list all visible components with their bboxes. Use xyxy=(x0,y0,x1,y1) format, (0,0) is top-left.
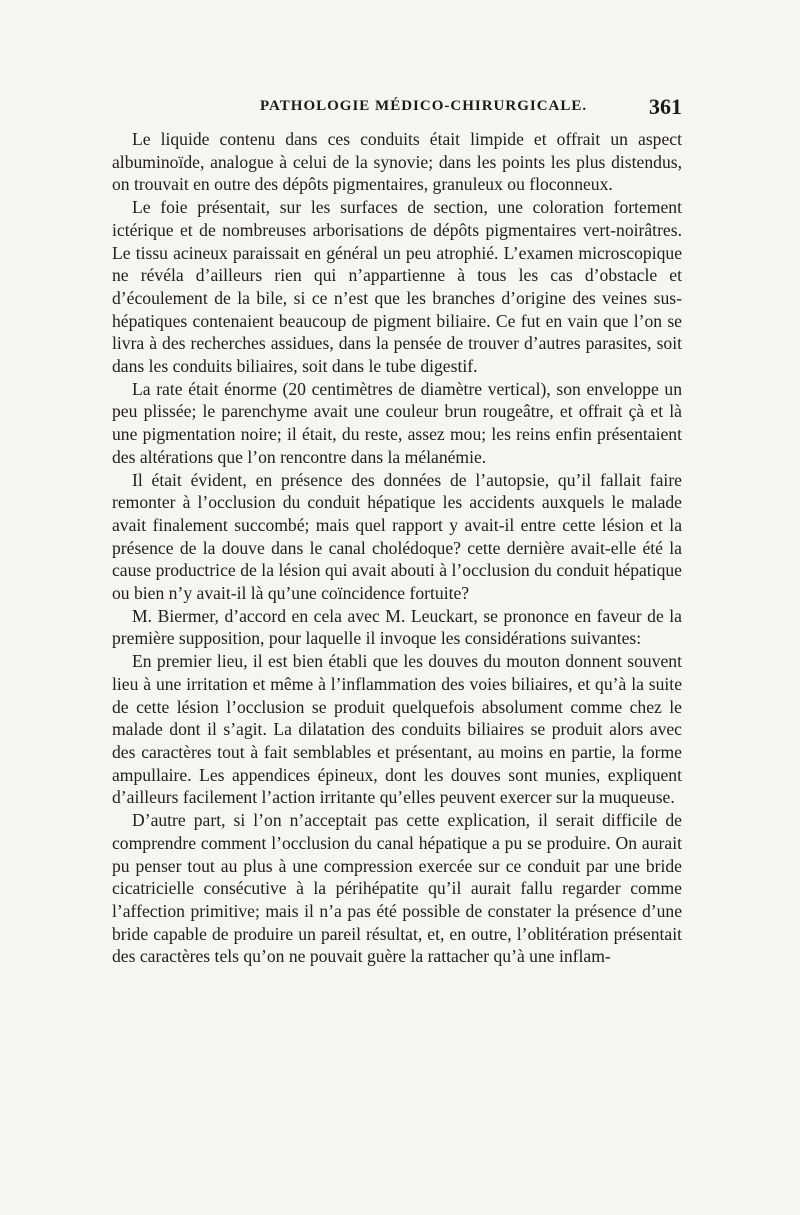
body-text xyxy=(112,128,682,968)
page-number: 361 xyxy=(649,94,682,119)
paragraph: M. Biermer, d’accord en cela avec M. Leuckart, se prononce en faveur de la première supposition, pour laquelle il invoque les considérations suivantes: xyxy=(112,605,682,649)
paragraph: Il était évident, en présence des données de l’autopsie, qu’il fallait faire remonter à l’occlusion du conduit hépatique les accidents auxquels le malade avait finalement succombé; mais quel rapport y avait-il entre cette lésion et la présence de la douve dans le canal cholédoque? cette dernière avait-elle été la cause productrice de la lésion qui avait abouti à l’occlusion du conduit hépatique ou bien n’y avait-il là qu’une coïncidence fortuite? xyxy=(112,469,682,604)
paragraph: En premier lieu, il est bien établi que les douves du mouton donnent souvent lieu à une irritation et même à l’inflammation des voies biliaires, et qu’à la suite de cette lésion l’occlusion se produit quelquefois absolument comme chez le malade dont il s’agit. La dilatation des conduits biliaires se produit alors avec des caractères tout à fait semblables et présentant, au moins en partie, la forme ampullaire. Les appendices épineux, dont les douves sont munies, expliquent d’ailleurs facilement l’action irritante qu’elles peuvent exercer sur la muqueuse. xyxy=(112,651,682,808)
running-head: PATHOLOGIE MÉDICO-CHIRURGICALE. xyxy=(260,98,588,114)
page-header xyxy=(112,94,682,126)
paragraph: Le foie présentait, sur les surfaces de section, une coloration fortement ictérique et de nombreuses arborisations de dépôts pigmentaires vert-noirâtres. Le tissu acineux paraissait en général un peu atrophié. L’examen microscopique ne révéla d’ailleurs rien qui n’appartienne à tous les cas d’obstacle et d’écoulement de la bile, si ce n’est que les branches d’origine des veines sus-hépatiques contenaient beaucoup de pigment biliaire. Ce fut en vain que l’on se livra à des recherches assidues, dans la pensée de trouver d’autres parasites, soit dans les conduits biliaires, soit dans le tube digestif. xyxy=(112,197,682,377)
paragraph: D’autre part, si l’on n’acceptait pas cette explication, il serait difficile de comprendre comment l’occlusion du canal hépatique a pu se produire. On aurait pu penser tout au plus à une compression exercée sur ce conduit par une bride cicatricielle consécutive à la périhépatite qu’il aurait fallu regarder comme l’affection primitive; mais il n’a pas été possible de constater la présence d’une bride capable de produire un pareil résultat, et, en outre, l’oblitération présentait des caractères tels qu’on ne pouvait guère la rattacher qu’à une inflam- xyxy=(112,810,682,967)
paragraph: Le liquide contenu dans ces conduits était limpide et offrait un aspect albuminoïde, analogue à celui de la synovie; dans les points les plus distendus, on trouvait en outre des dépôts pigmentaires, granuleux ou floconneux. xyxy=(112,129,682,195)
paragraph: La rate était énorme (20 centimètres de diamètre vertical), son enveloppe un peu plissée; le parenchyme avait une couleur brun rougeâtre, et offrait çà et là une pigmentation noire; il était, du reste, assez mou; les reins enfin présentaient des altérations que l’on rencontre dans la mélanémie. xyxy=(112,378,682,467)
